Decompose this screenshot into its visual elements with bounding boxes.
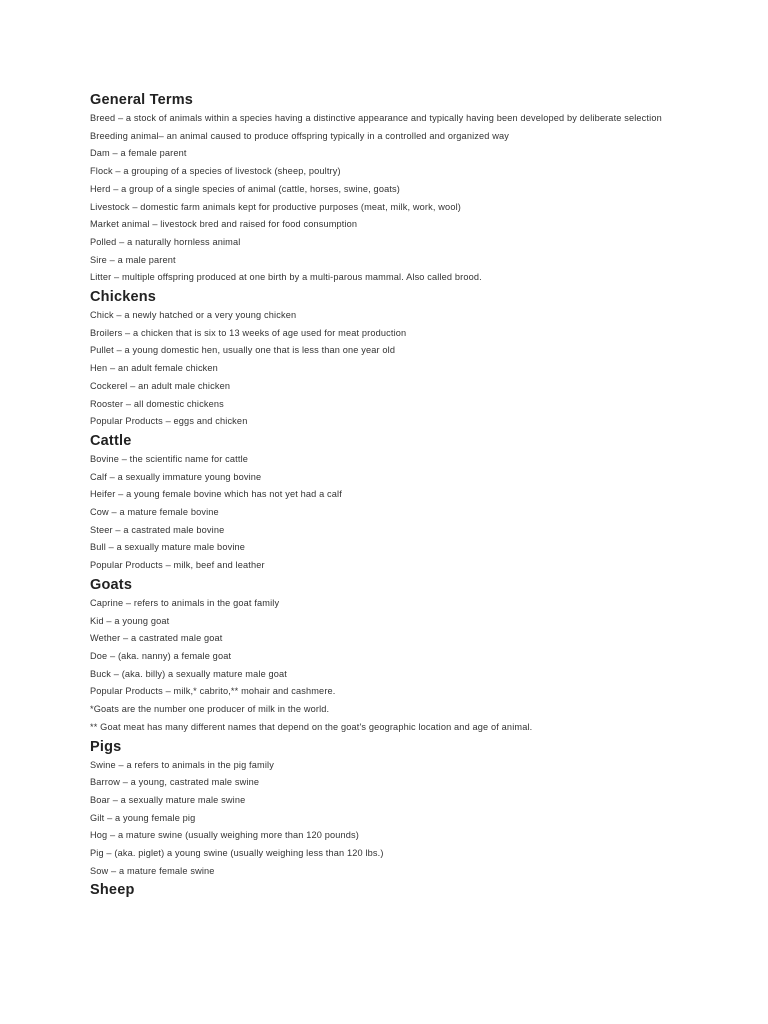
section-cattle: [90, 431, 690, 575]
term-list: [90, 451, 690, 575]
footnote-line: ** Goat meat has many different names that depend on the goat's geographic location and age of animal.: [90, 721, 533, 732]
term-line: Breeding animal– an animal caused to produce offspring typically in a controlled and organized way: [90, 130, 510, 141]
term-line: Popular Products – eggs and chicken: [90, 416, 248, 427]
term-line: Bovine – the scientific name for cattle: [90, 453, 249, 464]
term-line: Herd – a group of a single species of animal (cattle, horses, swine, goats): [90, 183, 400, 194]
term-line: Sow – a mature female swine: [90, 865, 215, 876]
term-line: Hen – an adult female chicken: [90, 363, 218, 374]
term-line: Livestock – domestic farm animals kept for productive purposes (meat, milk, work, wool): [90, 201, 461, 212]
section-pigs: [90, 737, 690, 881]
term-line: Cow – a mature female bovine: [90, 507, 219, 518]
section-heading: Sheep: [90, 882, 135, 899]
section-goats: [90, 575, 690, 737]
term-line: Breed – a stock of animals within a species having a distinctive appearance and typically having been developed by deliberate selection: [90, 113, 662, 123]
footnote-line: *Goats are the number one producer of milk in the world.: [90, 704, 330, 715]
section-heading: Goats: [90, 576, 133, 593]
section-heading: General Terms: [90, 92, 194, 108]
term-line: Steer – a castrated male bovine: [90, 524, 225, 535]
term-line: Polled – a naturally hornless animal: [90, 236, 241, 247]
term-line: Wether – a castrated male goat: [90, 633, 223, 644]
term-line: Rooster – all domestic chickens: [90, 398, 224, 409]
term-line: Market animal – livestock bred and raised for food consumption: [90, 219, 358, 230]
term-list: [90, 757, 690, 881]
term-line: Doe – (aka. nanny) a female goat: [90, 650, 232, 661]
term-line: Flock – a grouping of a species of livestock (sheep, poultry): [90, 166, 341, 177]
term-line: Buck – (aka. billy) a sexually mature male goat: [90, 668, 288, 679]
term-line: Broilers – a chicken that is six to 13 weeks of age used for meat production: [90, 327, 407, 338]
section-chickens: [90, 287, 690, 431]
term-line: Pig – (aka. piglet) a young swine (usually weighing less than 120 lbs.): [90, 848, 384, 859]
term-line: Heifer – a young female bovine which has not yet had a calf: [90, 489, 342, 500]
term-line: Popular Products – milk,* cabrito,** mohair and cashmere.: [90, 686, 336, 697]
term-line: Hog – a mature swine (usually weighing more than 120 pounds): [90, 830, 359, 841]
section-heading: Cattle: [90, 432, 132, 449]
term-line: Chick – a newly hatched or a very young chicken: [90, 310, 297, 321]
term-line: Pullet – a young domestic hen, usually one that is less than one year old: [90, 345, 396, 356]
term-line: Swine – a refers to animals in the pig family: [90, 759, 274, 770]
term-line: Barrow – a young, castrated male swine: [90, 777, 260, 788]
term-line: Dam – a female parent: [90, 148, 187, 159]
term-line: Gilt – a young female pig: [90, 812, 196, 823]
term-line: Cockerel – an adult male chicken: [90, 380, 231, 391]
section-heading: Chickens: [90, 289, 157, 306]
term-line: Caprine – refers to animals in the goat family: [90, 597, 280, 608]
term-line: Popular Products – milk, beef and leather: [90, 560, 265, 571]
term-line: Bull – a sexually mature male bovine: [90, 542, 246, 553]
term-list: [90, 595, 690, 737]
section-sheep: [90, 880, 690, 900]
section-heading: Pigs: [90, 738, 122, 755]
term-line: Kid – a young goat: [90, 615, 170, 626]
section-general-terms: [90, 90, 690, 287]
term-line: Litter – multiple offspring produced at one birth by a multi-parous mammal. Also called brood.: [90, 272, 482, 283]
term-list: [90, 110, 690, 287]
term-list: [90, 307, 690, 431]
document-page: [90, 90, 690, 900]
term-line: Calf – a sexually immature young bovine: [90, 471, 262, 482]
term-line: Boar – a sexually mature male swine: [90, 794, 246, 805]
term-line: Sire – a male parent: [90, 254, 176, 265]
